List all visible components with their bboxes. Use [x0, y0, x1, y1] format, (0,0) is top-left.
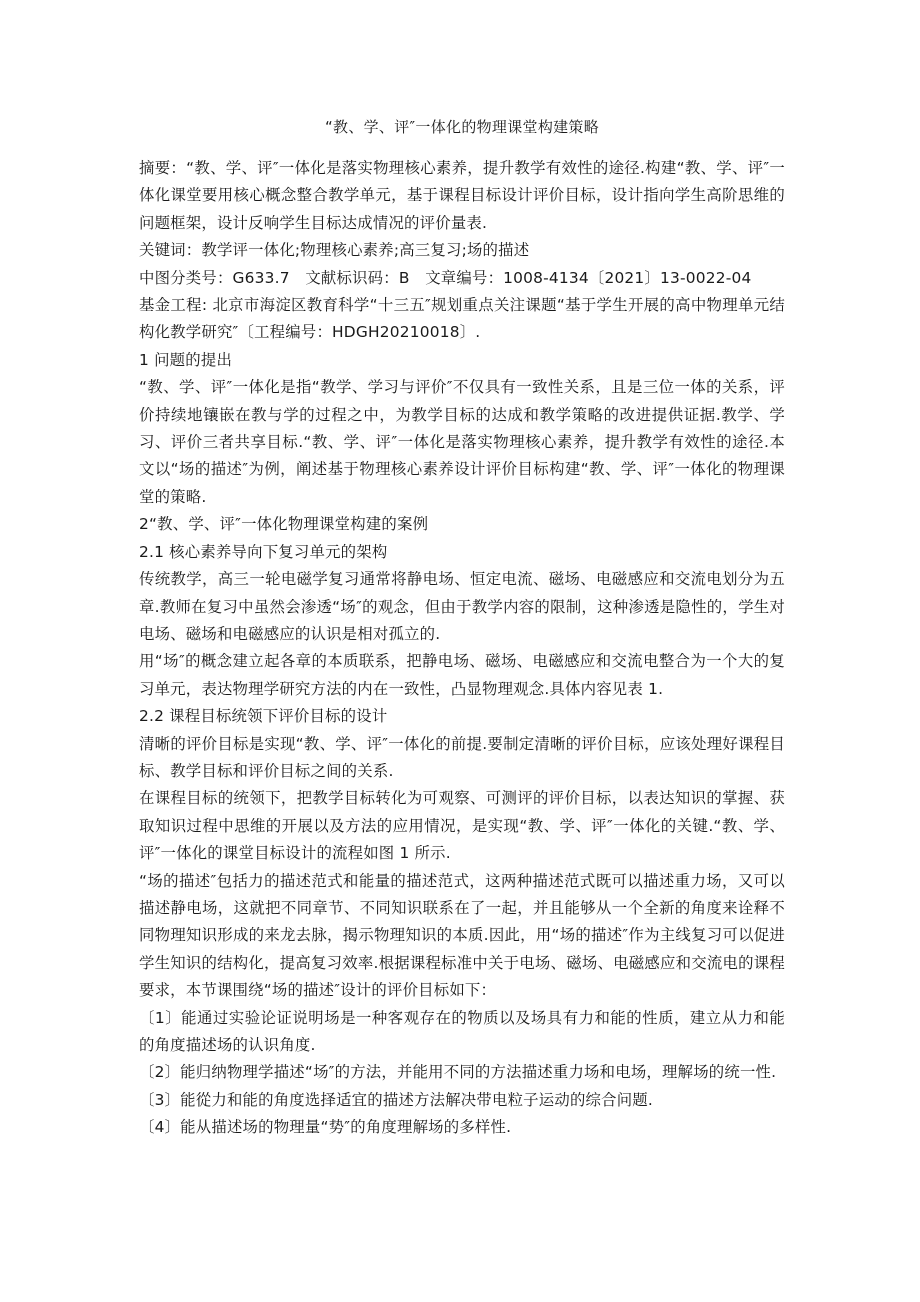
subsection-heading-2-2: 2.2 课程目标统领下评价目标的设计: [139, 707, 388, 726]
section-heading-2: 2“教、学、评″一体化物理课堂构建的案例: [139, 515, 429, 534]
classification-line: 中图分类号：G633.7 文献标识码：B 文章编号：1008-4134〔2021〕13-0022-04: [139, 268, 752, 287]
body-paragraph: 在课程目标的统领下，把教学目标转化为可观察、可测评的评价目标，以表达知识的掌握、获取知识过程中思维的开展以及方法的应用情况，是实现“教、学、评″一体化的关键.“教、学、评″一体化的课堂目标设计的流程如图 1 所示.: [139, 789, 785, 863]
objective-item-2: 〔2〕能归纳物理学描述“场″的方法，并能用不同的方法描述重力场和电场，理解场的统一性.: [139, 1063, 777, 1082]
section-heading-1: 1 问题的提出: [139, 350, 233, 369]
keywords-line: 关键词：教学评一体化;物理核心素养;高三复习;场的描述: [139, 241, 530, 260]
document-page: [139, 112, 785, 1142]
body-paragraph: “教、学、评″一体化是指“教学、学习与评价″不仅具有一致性关系，且是三位一体的关系，评价持续地镶嵌在教与学的过程之中，为教学目标的达成和教学策略的改进提供证据.教学、学习、评价三者共享目标.“教、学、评″一体化是落实物理核心素养，提升教学有效性的途径.本文以“场的描述″为例，阐述基于物理核心素养设计评价目标构建“教、学、评″一体化的物理课堂的策略.: [139, 378, 785, 506]
subsection-heading-2-1: 2.1 核心素养导向下复习单元的架构: [139, 542, 388, 561]
body-paragraph: 清晰的评价目标是实现“教、学、评″一体化的前提.要制定清晰的评价目标，应该处理好课程目标、教学目标和评价目标之间的关系.: [139, 734, 785, 780]
funding-paragraph: 基金工程: 北京市海淀区教育科学“十三五″规划重点关注课题“基于学生开展的高中物理单元结构化教学研究″〔工程编号：HDGH20210018〕.: [139, 296, 785, 342]
document-title: “教、学、评″一体化的物理课堂构建策略: [324, 118, 600, 136]
abstract-paragraph: 摘要：“教、学、评″一体化是落实物理核心素养，提升教学有效性的途径.构建“教、学、评″一体化课堂要用核心概念整合教学单元，基于课程目标设计评价目标，设计指向学生高阶思维的问题框架，设计反响学生目标达成情况的评价量表.: [139, 159, 785, 232]
body-paragraph: 用“场″的概念建立起各章的本质联系，把静电场、磁场、电磁感应和交流电整合为一个大的复习单元，表达物理学研究方法的内在一致性，凸显物理观念.具体内容见表 1.: [139, 652, 785, 698]
objective-item-3: 〔3〕能從力和能的角度选择适宜的描述方法解决带电粒子运动的综合问题.: [139, 1090, 653, 1109]
body-paragraph: “场的描述″包括力的描述范式和能量的描述范式，这两种描述范式既可以描述重力场，又可以描述静电场，这就把不同章节、不同知识联系在了一起，并且能够从一个全新的角度来诠释不同物理知识形成的来龙去脉，揭示物理知识的本质.因此，用“场的描述″作为主线复习可以促进学生知识的结构化，提高复习效率.根据课程标准中关于电场、磁场、电磁感应和交流电的课程要求，本节课围绕“场的描述″设计的评价目标如下：: [139, 871, 785, 1000]
objective-item-4: 〔4〕能从描述场的物理量“势″的角度理解场的多样性.: [139, 1118, 512, 1137]
objective-item-1: 〔1〕能通过实验论证说明场是一种客观存在的物质以及场具有力和能的性质，建立从力和能的角度描述场的认识角度.: [139, 1008, 785, 1054]
body-paragraph: 传统教学，高三一轮电磁学复习通常将静电场、恒定电流、磁场、电磁感应和交流电划分为五章.教师在复习中虽然会渗透“场″的观念，但由于教学内容的限制，这种渗透是隐性的，学生对电场、磁场和电磁感应的认识是相对孤立的.: [139, 570, 785, 643]
